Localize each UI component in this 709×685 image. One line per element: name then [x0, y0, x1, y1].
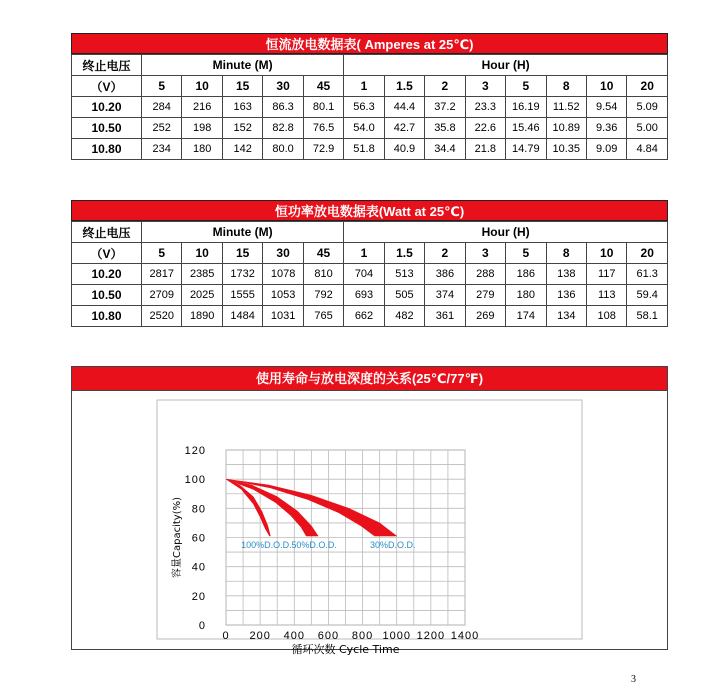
x-tick-label: 600	[317, 630, 340, 642]
table-cell: 1555	[222, 285, 262, 306]
amperes-table-block	[71, 33, 668, 160]
table-row	[72, 97, 668, 118]
minute-header: Minute (M)	[142, 55, 344, 76]
table-cell: 61.3	[627, 264, 668, 285]
column-header: 10	[182, 243, 222, 264]
table-cell: 108	[586, 306, 626, 327]
table-cell: 35.8	[425, 118, 465, 139]
x-tick-label: 200	[249, 630, 271, 642]
voltage-unit: （V）	[72, 243, 142, 264]
y-tick-label: 0	[198, 620, 206, 632]
column-header: 15	[222, 76, 262, 97]
column-header: 2	[425, 76, 465, 97]
table-cell: 505	[384, 285, 424, 306]
row-voltage: 10.50	[72, 285, 142, 306]
table-cell: 5.00	[627, 118, 668, 139]
table-cell: 1031	[263, 306, 303, 327]
table-cell: 513	[384, 264, 424, 285]
table-cell: 10.35	[546, 139, 586, 160]
column-header: 5	[142, 243, 182, 264]
column-header: 3	[465, 76, 505, 97]
table-cell: 16.19	[506, 97, 546, 118]
x-tick-label: 0	[222, 630, 230, 642]
table-cell: 386	[425, 264, 465, 285]
table-cell: 1078	[263, 264, 303, 285]
column-header: 3	[465, 243, 505, 264]
table-cell: 34.4	[425, 139, 465, 160]
table-cell: 284	[142, 97, 182, 118]
table-cell: 216	[182, 97, 222, 118]
table-cell: 252	[142, 118, 182, 139]
table-cell: 269	[465, 306, 505, 327]
chart-title: 使用寿命与放电深度的关系(25℃/77℉)	[72, 367, 667, 391]
table-cell: 42.7	[384, 118, 424, 139]
table-row	[72, 306, 668, 327]
x-tick-label: 800	[351, 630, 374, 642]
table-row	[72, 264, 668, 285]
row-voltage: 10.20	[72, 97, 142, 118]
table-cell: 138	[546, 264, 586, 285]
table-cell: 279	[465, 285, 505, 306]
x-axis-label: 循环次数 Cycle Time	[291, 643, 400, 656]
voltage-header: 终止电压	[72, 222, 142, 243]
table-cell: 482	[384, 306, 424, 327]
table-cell: 152	[222, 118, 262, 139]
table-cell: 142	[222, 139, 262, 160]
table-cell: 9.09	[586, 139, 626, 160]
column-header: 30	[263, 76, 303, 97]
x-tick-label: 400	[283, 630, 305, 642]
table-cell: 361	[425, 306, 465, 327]
table-cell: 40.9	[384, 139, 424, 160]
column-header: 1	[344, 243, 384, 264]
table-cell: 374	[425, 285, 465, 306]
amperes-table	[71, 54, 668, 160]
table-cell: 810	[303, 264, 343, 285]
row-voltage: 10.20	[72, 264, 142, 285]
table-cell: 662	[344, 306, 384, 327]
table-cell: 180	[182, 139, 222, 160]
column-header: 45	[303, 76, 343, 97]
table-cell: 2025	[182, 285, 222, 306]
table-cell: 10.89	[546, 118, 586, 139]
table-cell: 56.3	[344, 97, 384, 118]
row-voltage: 10.80	[72, 139, 142, 160]
table-cell: 51.8	[344, 139, 384, 160]
table-cell: 693	[344, 285, 384, 306]
table-cell: 14.79	[506, 139, 546, 160]
watt-table-title: 恒功率放电数据表(Watt at 25℃)	[71, 200, 668, 221]
column-header: 45	[303, 243, 343, 264]
table-row	[72, 139, 668, 160]
minute-header: Minute (M)	[142, 222, 344, 243]
table-cell: 1484	[222, 306, 262, 327]
x-tick-label: 1400	[450, 630, 480, 642]
table-cell: 23.3	[465, 97, 505, 118]
table-cell: 2817	[142, 264, 182, 285]
column-header: 2	[425, 243, 465, 264]
table-cell: 2385	[182, 264, 222, 285]
column-header: 20	[627, 76, 668, 97]
y-tick-label: 80	[191, 503, 206, 516]
table-cell: 58.1	[627, 306, 668, 327]
table-cell: 54.0	[344, 118, 384, 139]
y-tick-label: 100	[184, 474, 206, 487]
table-cell: 234	[142, 139, 182, 160]
column-header: 5	[506, 76, 546, 97]
table-cell: 9.36	[586, 118, 626, 139]
table-cell: 76.5	[303, 118, 343, 139]
column-header: 8	[546, 76, 586, 97]
table-cell: 2709	[142, 285, 182, 306]
column-header: 1.5	[384, 243, 424, 264]
page-number: 3	[631, 674, 636, 685]
table-cell: 134	[546, 306, 586, 327]
column-header: 10	[586, 243, 626, 264]
dod-label: 100%D.O.D.	[241, 540, 292, 551]
table-cell: 1732	[222, 264, 262, 285]
y-tick-label: 40	[191, 561, 206, 574]
y-tick-label: 120	[184, 445, 206, 457]
table-cell: 136	[546, 285, 586, 306]
table-cell: 180	[506, 285, 546, 306]
column-header: 15	[222, 243, 262, 264]
table-cell: 4.84	[627, 139, 668, 160]
column-header: 1	[344, 76, 384, 97]
cycle-life-chart	[72, 391, 667, 656]
table-cell: 9.54	[586, 97, 626, 118]
table-cell: 21.8	[465, 139, 505, 160]
table-row	[72, 118, 668, 139]
table-cell: 113	[586, 285, 626, 306]
table-cell: 163	[222, 97, 262, 118]
table-cell: 15.46	[506, 118, 546, 139]
table-cell: 704	[344, 264, 384, 285]
table-row	[72, 285, 668, 306]
table-cell: 80.0	[263, 139, 303, 160]
x-tick-label: 1000	[382, 630, 411, 642]
y-axis-label: 容量Capacity(%)	[172, 496, 183, 579]
table-cell: 44.4	[384, 97, 424, 118]
column-header: 10	[586, 76, 626, 97]
column-header: 8	[546, 243, 586, 264]
y-tick-label: 60	[191, 532, 206, 545]
table-cell: 82.8	[263, 118, 303, 139]
table-cell: 11.52	[546, 97, 586, 118]
watt-table	[71, 221, 668, 327]
table-cell: 5.09	[627, 97, 668, 118]
table-cell: 37.2	[425, 97, 465, 118]
column-header: 5	[506, 243, 546, 264]
row-voltage: 10.50	[72, 118, 142, 139]
hour-header: Hour (H)	[344, 222, 668, 243]
table-cell: 86.3	[263, 97, 303, 118]
row-voltage: 10.80	[72, 306, 142, 327]
voltage-unit: （V）	[72, 76, 142, 97]
dod-label: 30%D.O.D.	[369, 540, 416, 551]
watt-table-block	[71, 200, 668, 327]
column-header: 5	[142, 76, 182, 97]
table-cell: 198	[182, 118, 222, 139]
hour-header: Hour (H)	[344, 55, 668, 76]
amperes-table-title: 恒流放电数据表( Amperes at 25℃)	[71, 33, 668, 54]
table-cell: 174	[506, 306, 546, 327]
table-cell: 22.6	[465, 118, 505, 139]
dod-label: 50%D.O.D.	[291, 540, 337, 551]
y-tick-label: 20	[191, 590, 206, 603]
table-cell: 765	[303, 306, 343, 327]
column-header: 20	[627, 243, 668, 264]
column-header: 1.5	[384, 76, 424, 97]
column-header: 10	[182, 76, 222, 97]
table-cell: 1890	[182, 306, 222, 327]
table-cell: 80.1	[303, 97, 343, 118]
table-cell: 59.4	[627, 285, 668, 306]
table-cell: 186	[506, 264, 546, 285]
column-header: 30	[263, 243, 303, 264]
x-tick-label: 1200	[416, 630, 446, 642]
cycle-life-chart-block	[71, 366, 668, 656]
table-cell: 2520	[142, 306, 182, 327]
table-cell: 792	[303, 285, 343, 306]
table-cell: 288	[465, 264, 505, 285]
table-cell: 1053	[263, 285, 303, 306]
voltage-header: 终止电压	[72, 55, 142, 76]
table-cell: 72.9	[303, 139, 343, 160]
table-cell: 117	[586, 264, 626, 285]
